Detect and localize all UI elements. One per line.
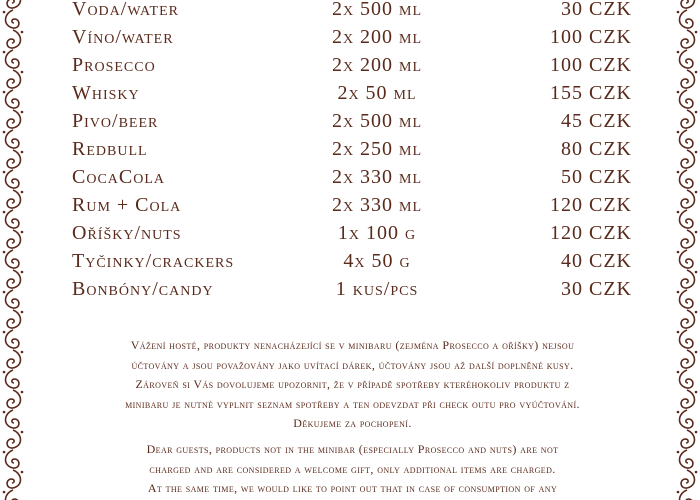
item-quantity: 2x 330 ml — [331, 166, 423, 188]
item-name: Oříšky/nuts — [72, 222, 182, 244]
menu-row — [72, 54, 632, 82]
item-quantity: 2x 500 ml — [331, 0, 423, 20]
item-quantity: 2x 50 ml — [337, 82, 417, 104]
item-name: Víno/water — [72, 26, 174, 48]
notice-line: Vážení hosté, produkty nenacházející se v minibaru (zejména Prosecco a oříšky) nejsou — [130, 338, 575, 352]
menu-row — [72, 278, 632, 306]
notice-line: At the same time, we would like to point out that in case of consumption of any — [147, 481, 558, 495]
menu-row — [72, 250, 632, 278]
notice-english — [70, 440, 635, 499]
spiral-ornament-icon — [674, 0, 700, 500]
notice-line: účtovány a jsou považovány jako uvítací dárek, účtovány jsou až další doplněné kusy. — [131, 357, 574, 372]
item-quantity: 1 kus/pcs — [335, 278, 419, 300]
ornamental-border-right — [674, 0, 700, 500]
item-quantity: 2x 250 ml — [331, 138, 423, 160]
item-quantity: 2x 200 ml — [331, 54, 423, 76]
ornamental-border-left — [0, 0, 26, 500]
item-name: Whisky — [72, 82, 140, 104]
item-name: CocaCola — [72, 166, 166, 188]
item-quantity: 2x 330 ml — [331, 194, 423, 216]
item-price: 80 CZK — [561, 138, 632, 160]
item-price: 50 CZK — [561, 166, 632, 188]
notice-line: Zároveň si Vás dovolujeme upozornit, že v případě spotřeby kteréhokoliv produktu z — [135, 377, 570, 391]
notice-line: minibaru je nutné vyplnit seznam spotřeby a ten odevzdat při check outu pro vyúčtování. — [125, 396, 580, 411]
item-price: 45 CZK — [561, 110, 632, 132]
item-quantity: 2x 200 ml — [331, 26, 423, 48]
item-name: Rum + Cola — [72, 194, 182, 216]
item-price: 30 CZK — [561, 278, 632, 300]
item-price: 100 CZK — [550, 26, 632, 48]
item-price: 40 CZK — [561, 250, 632, 272]
item-name: Redbull — [72, 138, 148, 160]
item-name: Tyčinky/crackers — [72, 250, 235, 272]
item-name: Voda/water — [72, 0, 179, 20]
menu-row — [72, 222, 632, 250]
spiral-ornament-icon — [0, 0, 26, 500]
menu-row — [72, 82, 632, 110]
item-name: Bonbóny/candy — [72, 278, 214, 300]
item-quantity: 1x 100 g — [337, 222, 417, 244]
item-price: 120 CZK — [550, 222, 632, 244]
notice-czech — [70, 336, 635, 434]
notice-line: Dear guests, products not in the minibar (especially Prosecco and nuts) are not — [146, 442, 559, 456]
menu-row — [72, 194, 632, 222]
item-price: 100 CZK — [550, 54, 632, 76]
menu-row — [72, 0, 632, 26]
item-name: Prosecco — [72, 54, 156, 76]
menu-row — [72, 26, 632, 54]
item-price: 120 CZK — [550, 194, 632, 216]
menu-row — [72, 110, 632, 138]
menu-row — [72, 166, 632, 194]
item-price: 155 CZK — [550, 82, 632, 104]
item-quantity: 2x 500 ml — [331, 110, 423, 132]
item-quantity: 4x 50 g — [343, 250, 411, 272]
notice-line: Děkujeme za pochopení. — [293, 416, 412, 430]
item-name: Pivo/beer — [72, 110, 159, 132]
item-price: 30 CZK — [561, 0, 632, 20]
menu-row — [72, 138, 632, 166]
notice-line: charged and are considered a welcome gift, only additional items are charged. — [149, 461, 556, 476]
